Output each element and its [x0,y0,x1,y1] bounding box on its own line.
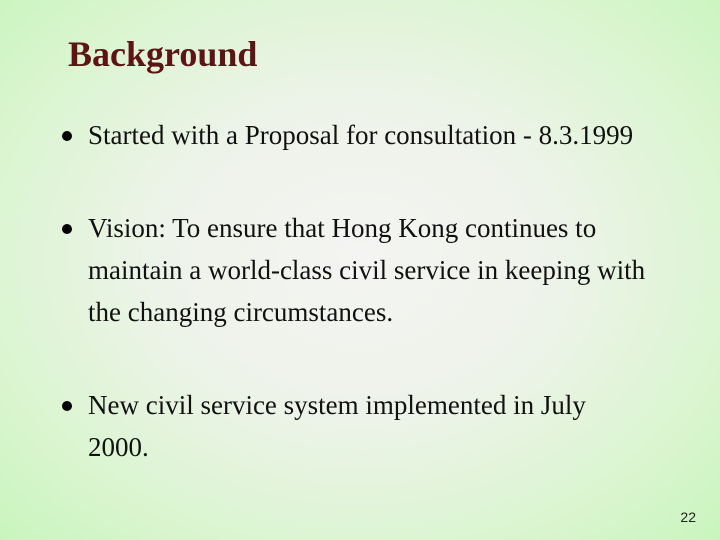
bullet-dot-icon [62,131,72,141]
bullet-dot-icon [62,224,72,234]
bullet-text: Started with a Proposal for consultation - 8.3.1999 [88,120,634,150]
bullet-text: New civil service system implemented in July 2000. [88,390,586,462]
bullet-text: Vision: To ensure that Hong Kong continues to maintain a world-class civil service in keeping with the changing circumstances. [88,213,646,327]
slide-title: Background [68,34,258,74]
page-number: 22 [680,509,696,525]
bullet-dot-icon [62,401,72,411]
